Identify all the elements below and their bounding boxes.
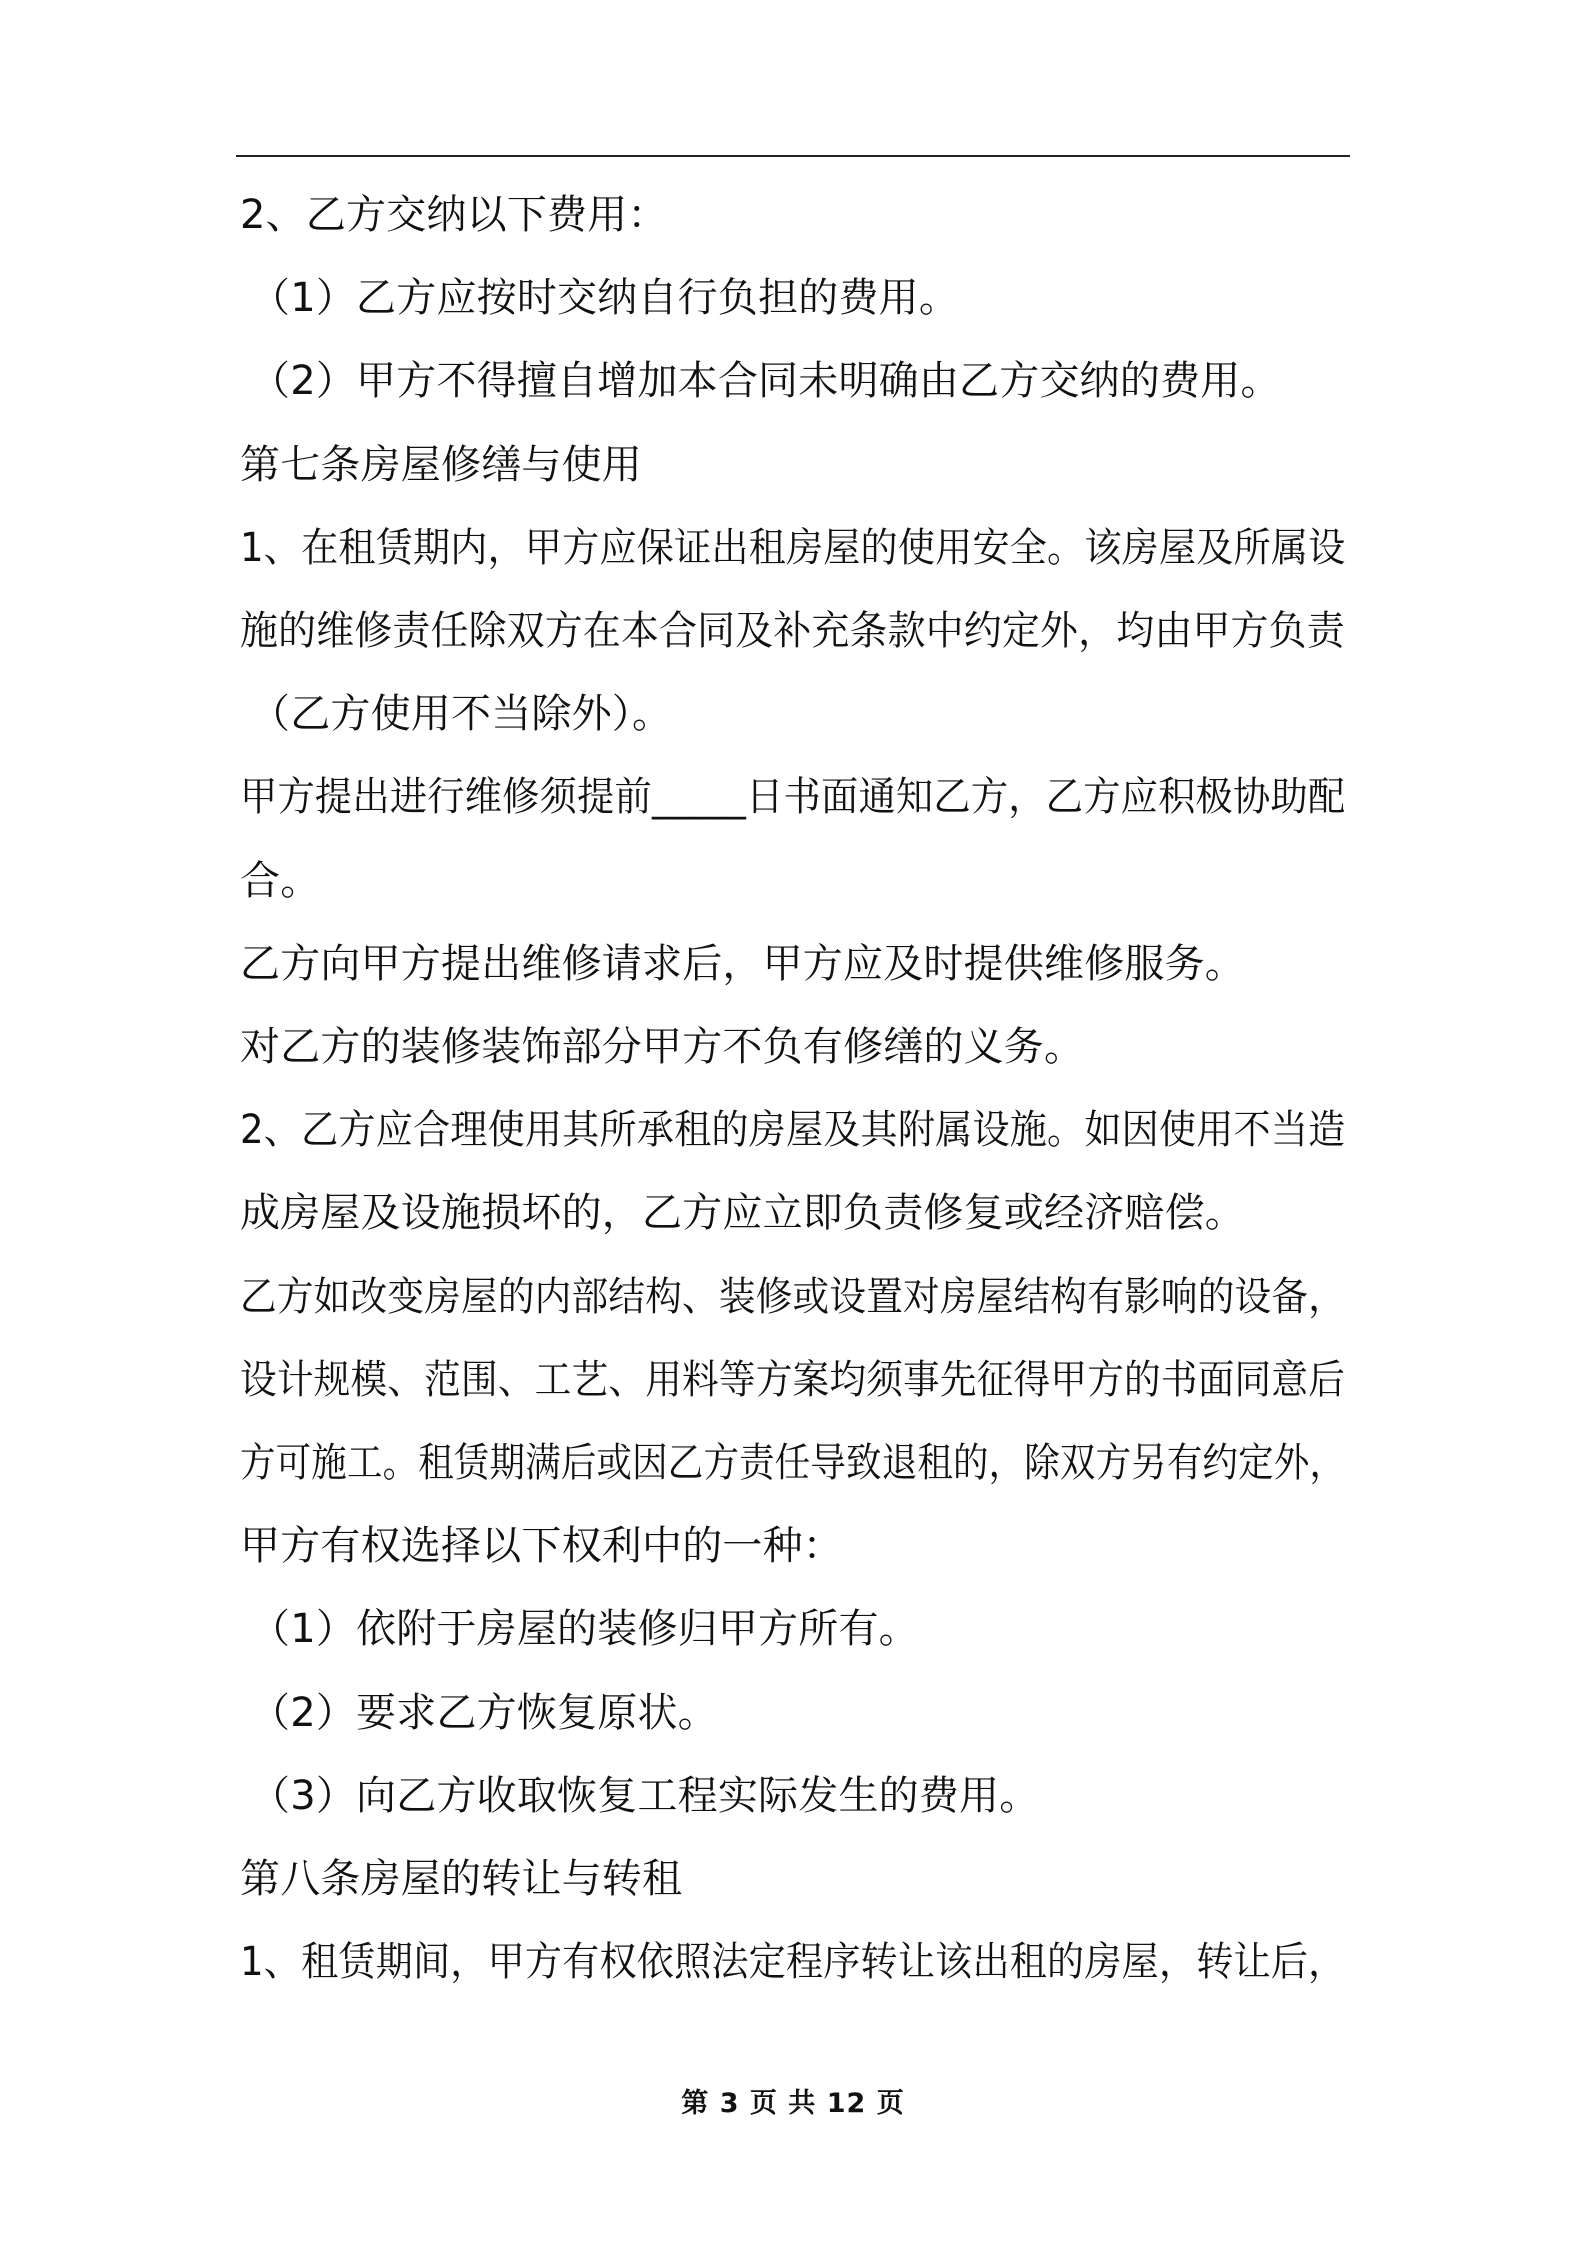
text-line: 2、乙方应合理使用其所承租的房屋及其附属设施。如因使用不当造 <box>240 1107 1346 1154</box>
footer-middle: 页 共 <box>749 2088 817 2119</box>
text-line: 对乙方的装修装饰部分甲方不负有修缮的义务。 <box>240 1024 1085 1070</box>
page-footer <box>0 2081 1586 2120</box>
text-line: 甲方提出进行维修须提前_____日书面通知乙方，乙方应积极协助配 <box>240 774 1346 821</box>
text-line: （1）乙方应按时交纳自行负担的费用。 <box>250 275 960 322</box>
text-line: （1）依附于房屋的装修归甲方所有。 <box>250 1606 919 1653</box>
footer-prefix: 第 <box>681 2088 710 2119</box>
text-line: （2）甲方不得擅自增加本合同未明确由乙方交纳的费用。 <box>250 358 1281 405</box>
footer-suffix: 页 <box>876 2088 905 2119</box>
text-line: 方可施工。租赁期满后或因乙方责任导致退租的，除双方另有约定外， <box>240 1440 1346 1486</box>
footer-total-pages: 12 <box>826 2088 867 2119</box>
text-line: 乙方如改变房屋的内部结构、装修或设置对房屋结构有影响的设备， <box>240 1273 1346 1320</box>
header-rule <box>236 155 1350 157</box>
footer-current-page: 3 <box>719 2088 740 2119</box>
text-line: 1、在租赁期内，甲方应保证出租房屋的使用安全。该房屋及所属设 <box>240 524 1346 571</box>
text-line: 2、乙方交纳以下费用： <box>240 192 668 238</box>
text-line: （乙方使用不当除外）。 <box>250 691 673 738</box>
text-line: 乙方向甲方提出维修请求后，甲方应及时提供维修服务。 <box>240 940 1245 987</box>
text-line: 设计规模、范围、工艺、用料等方案均须事先征得甲方的书面同意后 <box>240 1356 1346 1403</box>
text-line: 甲方有权选择以下权利中的一种： <box>240 1523 843 1570</box>
text-line: （3）向乙方收取恢复工程实际发生的费用。 <box>250 1772 1040 1819</box>
text-line: 1、租赁期间，甲方有权依照法定程序转让该出租的房屋，转让后， <box>240 1939 1346 1986</box>
text-line: 成房屋及设施损坏的，乙方应立即负责修复或经济赔偿。 <box>240 1190 1245 1237</box>
section-heading: 第八条房屋的转让与转租 <box>240 1856 683 1902</box>
text-line: 合。 <box>240 857 321 904</box>
section-heading: 第七条房屋修缮与使用 <box>240 441 642 488</box>
text-line: 施的维修责任除双方在本合同及补充条款中约定外，均由甲方负责 <box>240 608 1345 654</box>
text-line: （2）要求乙方恢复原状。 <box>250 1689 718 1736</box>
